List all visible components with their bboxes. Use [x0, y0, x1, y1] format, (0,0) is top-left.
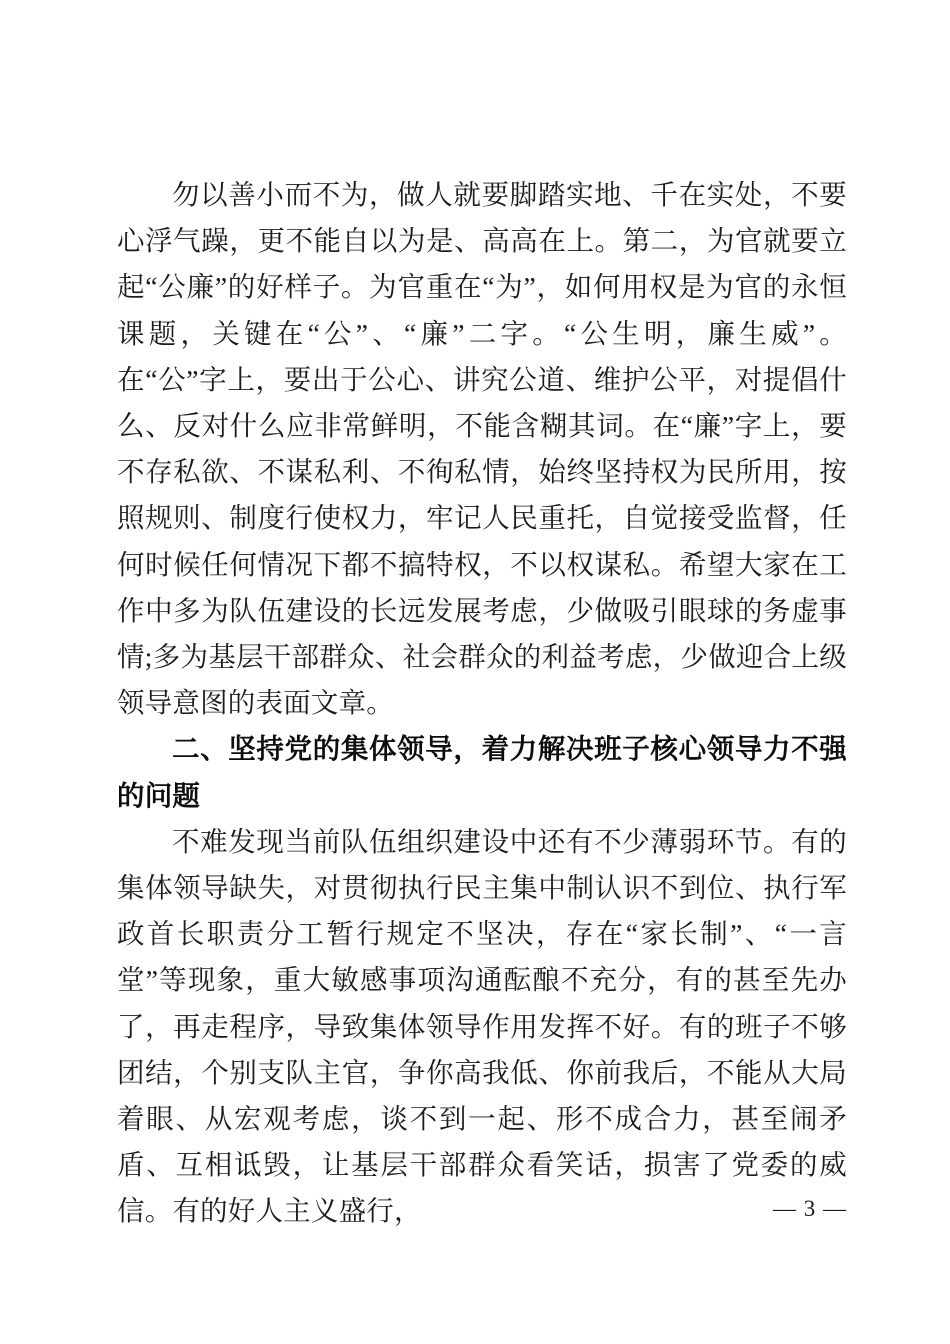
paragraph-collective-leadership-problems: 不难发现当前队伍组织建设中还有不少薄弱环节。有的集体领导缺失，对贯彻执行民主集中制认识不到位、执行军政首长职责分工暂行规定不坚决，存在“家长制”、“一言堂”等现象，重大敏感事项沟通酝酿不充分，有的甚至先办了，再走程序，导致集体领导作用发挥不好。有的班子不够团结，个别支队主官，争你高我低、你前我后，不能从大局着眼、从宏观考虑，谈不到一起、形不成合力，甚至闹矛盾、互相诋毁，让基层干部群众看笑话，损害了党委的威信。有的好人主义盛行，	[117, 825, 847, 1227]
page-content-area	[117, 172, 847, 1235]
section-heading-two: 二、坚持党的集体领导，着力解决班子核心领导力不强的问题	[117, 733, 847, 811]
paragraph-governance-integrity: 勿以善小而不为，做人就要脚踏实地、千在实处，不要心浮气躁，更不能自以为是、高高在上。第二，为官就要立起“公廉”的好样子。为官重在“为”，如何用权是为官的永恒课题，关键在“公”、“廉”二字。“公生明，廉生威”。在“公”字上，要出于公心、讲究公道、维护公平，对提倡什么、反对什么应非常鲜明，不能含糊其词。在“廉”字上，要不存私欲、不谋私利、不徇私情，始终坚持权为民所用，按照规则、制度行使权力，牢记人民重托，自觉接受监督，任何时候任何情况下都不搞特权，不以权谋私。希望大家在工作中多为队伍建设的长远发展考虑，少做吸引眼球的务虚事情;多为基层干部群众、社会群众的利益考虑，少做迎合上级领导意图的表面文章。	[117, 179, 847, 719]
page-number: — 3 —	[773, 1196, 847, 1221]
